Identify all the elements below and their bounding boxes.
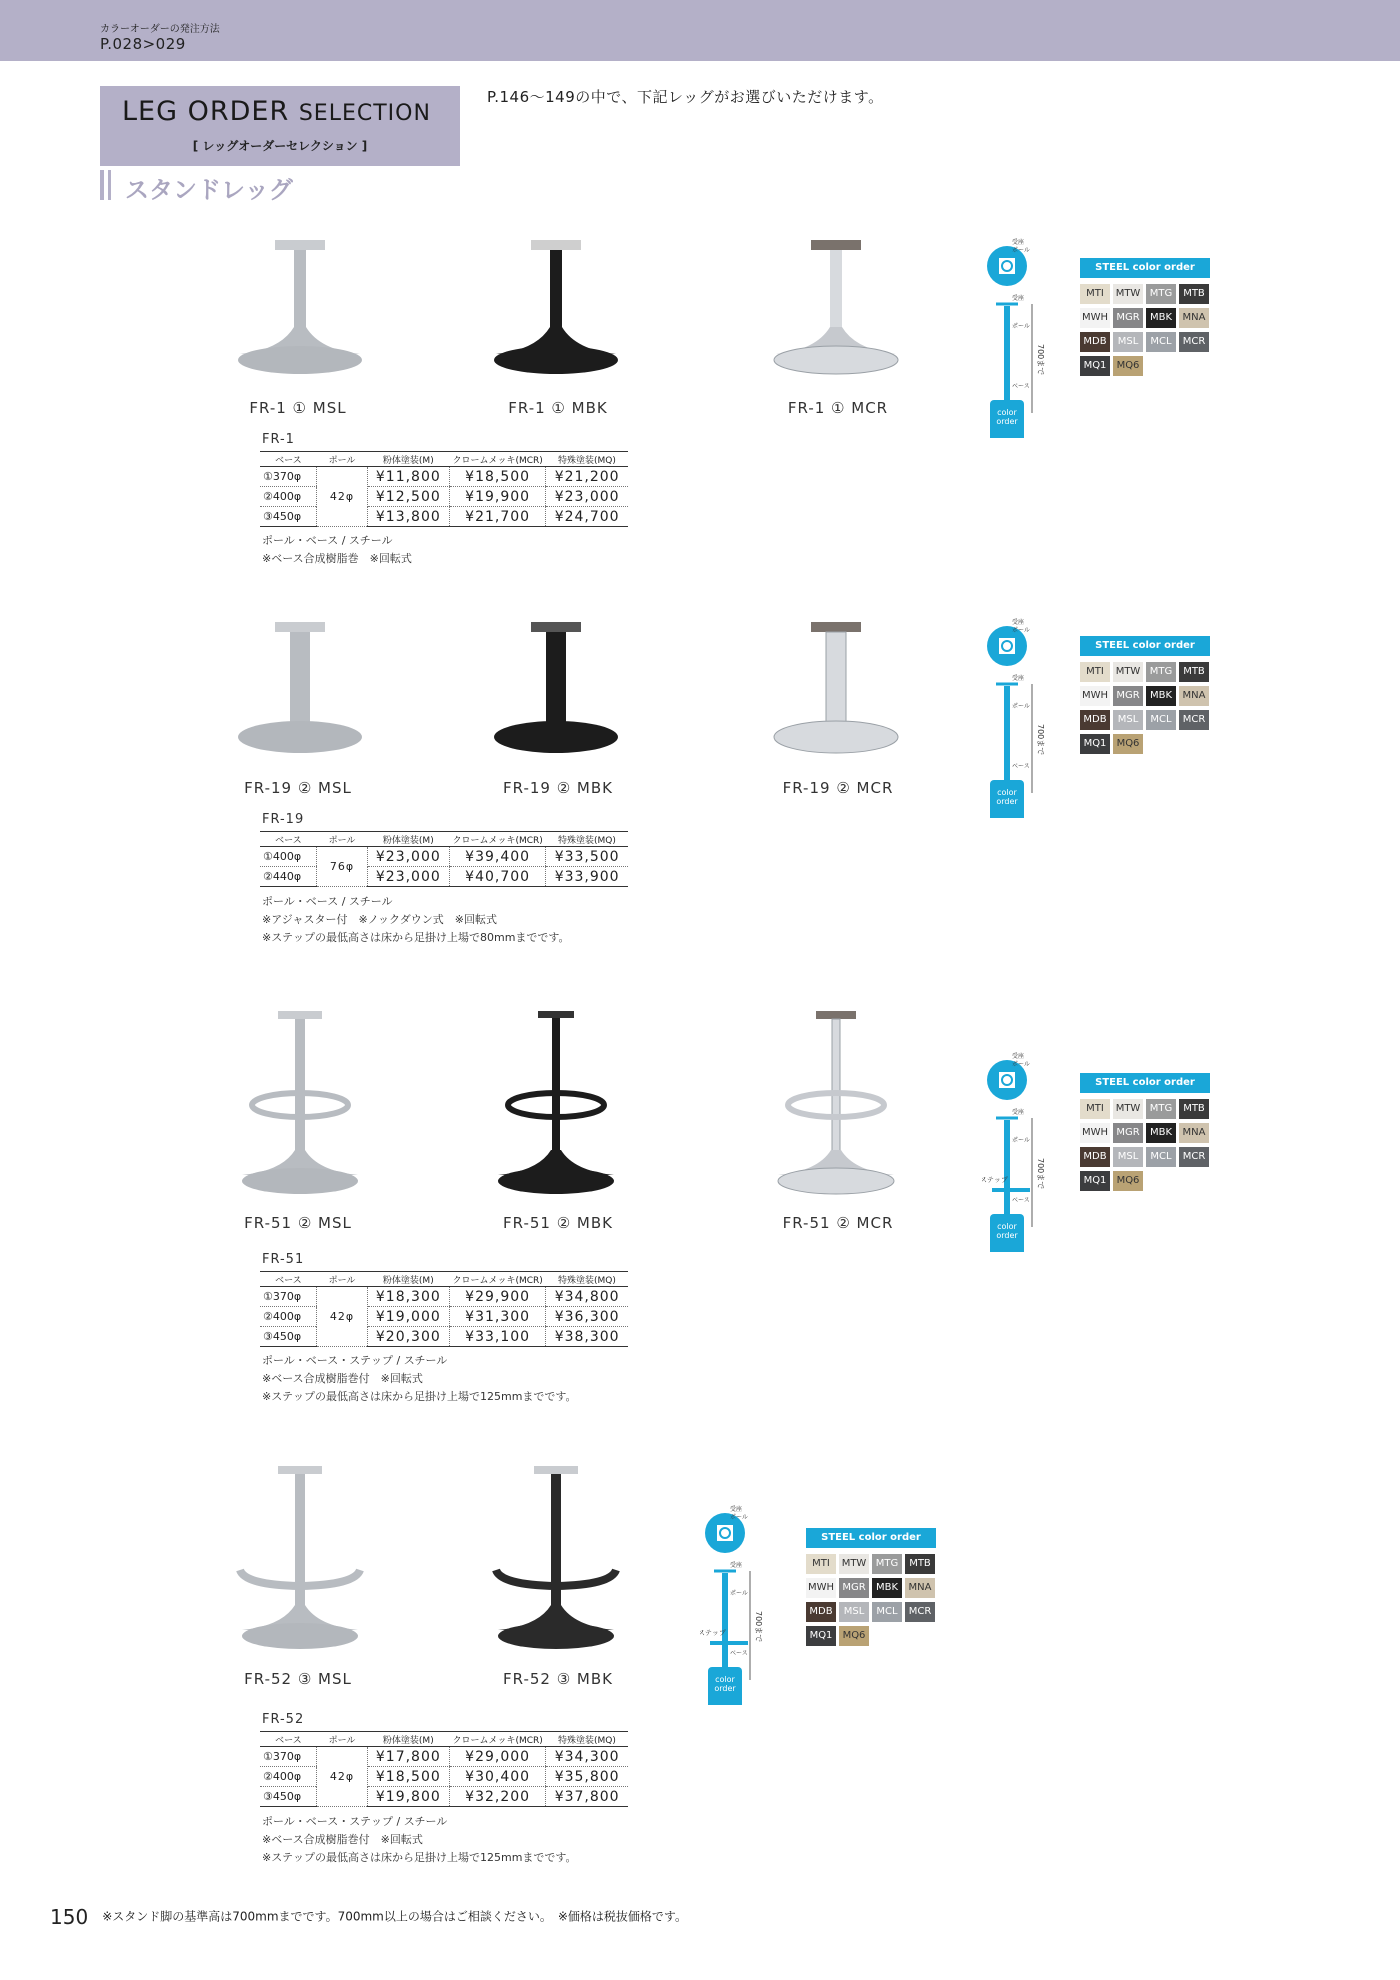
height-label: 700まで: [754, 1611, 763, 1643]
cell-price: ¥11,800: [367, 467, 449, 487]
side-label: ベース: [1012, 763, 1030, 770]
page-subtitle: [ レッグオーダーセレクション ]: [192, 139, 368, 153]
color-swatch-mtw: MTW: [1113, 662, 1143, 682]
cell-pole: 42φ: [317, 1287, 367, 1347]
cell-base: ①370φ: [260, 467, 317, 487]
table-row: [260, 1307, 628, 1327]
color-swatch-mcl: MCL: [1146, 710, 1176, 730]
notes: [262, 893, 570, 947]
color-swatch-msl: MSL: [839, 1602, 869, 1622]
cell-price: ¥38,300: [546, 1327, 628, 1347]
color-swatch-mgr: MGR: [839, 1578, 869, 1598]
notes: [262, 1352, 577, 1406]
top-label: 受座: [1012, 1053, 1025, 1060]
cell-price: ¥13,800: [367, 507, 449, 527]
table-row: [260, 1747, 628, 1767]
color-swatch-mq6: MQ6: [839, 1626, 869, 1646]
color-swatch-mq6: MQ6: [1113, 734, 1143, 754]
color-swatch-mq1: MQ1: [806, 1626, 836, 1646]
color-swatch-mtg: MTG: [1146, 1099, 1176, 1119]
header-base: ベース: [260, 1732, 317, 1747]
color-swatch-msl: MSL: [1113, 332, 1143, 352]
header-mcr: クロームメッキ(MCR): [449, 832, 545, 847]
table-row: [260, 1787, 628, 1807]
cell-price: ¥17,800: [367, 1747, 449, 1767]
color-swatch-mgr: MGR: [1113, 1123, 1143, 1143]
title-box: [100, 86, 460, 166]
section-marker: [100, 170, 104, 200]
top-label: 受座: [1012, 619, 1025, 626]
color-swatch-mti: MTI: [1080, 1099, 1110, 1119]
product-image: [210, 1460, 390, 1660]
price-table: [260, 451, 628, 527]
cell-base: ③450φ: [260, 1787, 317, 1807]
table-name: FR-51: [262, 1252, 305, 1267]
product-image: [466, 232, 646, 382]
header-pole: ポール: [317, 832, 367, 847]
table-name: FR-19: [262, 812, 305, 827]
cell-pole: 42φ: [317, 1747, 367, 1807]
color-swatch-mcr: MCR: [1179, 710, 1209, 730]
page-title: [122, 96, 431, 127]
cell-pole: 76φ: [317, 847, 367, 887]
color-swatch-mtb: MTB: [905, 1554, 935, 1574]
color-swatch-mq1: MQ1: [1080, 734, 1110, 754]
notes: [262, 532, 412, 568]
section-marker-2: [108, 170, 111, 200]
color-swatch-mcl: MCL: [1146, 332, 1176, 352]
swatch-grid: [1080, 1099, 1210, 1191]
product-label: FR-1 ① MCR: [787, 399, 889, 417]
product-label: FR-52 ③ MBK: [503, 1670, 613, 1688]
product-label: FR-19 ② MSL: [244, 779, 352, 797]
color-swatch-mna: MNA: [905, 1578, 935, 1598]
header-pole: ポール: [317, 1272, 367, 1287]
header-m: 粉体塗装(M): [367, 832, 449, 847]
color-order-badge: color order: [990, 1214, 1024, 1248]
table-row: [260, 467, 628, 487]
header-base: ベース: [260, 1272, 317, 1287]
price-table: [260, 831, 628, 887]
note-line: ※ステップの最低高さは床から足掛け上場で125mmまでです。: [262, 1390, 577, 1403]
header-mcr: クロームメッキ(MCR): [449, 1732, 545, 1747]
top-label: ポール: [730, 1514, 748, 1521]
header-mq: 特殊塗装(MQ): [546, 832, 628, 847]
note-line: ※ステップの最低高さは床から足掛け上場で125mmまでです。: [262, 1851, 577, 1864]
cell-base: ③450φ: [260, 1327, 317, 1347]
cell-price: ¥32,200: [449, 1787, 545, 1807]
color-swatch-mbk: MBK: [1146, 1123, 1176, 1143]
leg-fr52-msl: [210, 1460, 390, 1660]
cell-base: ②400φ: [260, 1307, 317, 1327]
leg-fr19-mcr: [746, 612, 926, 762]
note-line: ※ステップの最低高さは床から足掛け上場で80mmまでです。: [262, 931, 570, 944]
step-label: ステップ: [700, 1629, 726, 1637]
note-line: ポール・ベース / スチール: [262, 534, 393, 547]
color-swatch-mdb: MDB: [1080, 332, 1110, 352]
top-bar: [0, 0, 1400, 61]
product-image: [210, 232, 390, 382]
color-order-header: STEEL color order: [1080, 636, 1210, 656]
color-swatch-mbk: MBK: [1146, 686, 1176, 706]
cell-price: ¥36,300: [546, 1307, 628, 1327]
leg-fr52-mbk: [466, 1460, 646, 1660]
steel-color-order: [1080, 1073, 1210, 1191]
color-swatch-mna: MNA: [1179, 308, 1209, 328]
header-m: 粉体塗装(M): [367, 452, 449, 467]
color-swatch-mna: MNA: [1179, 1123, 1209, 1143]
cell-price: ¥29,000: [449, 1747, 545, 1767]
product-image: [466, 612, 646, 762]
cell-price: ¥18,500: [367, 1767, 449, 1787]
table-name: FR-1: [262, 432, 295, 447]
cell-base: ②400φ: [260, 1767, 317, 1787]
color-swatch-mbk: MBK: [1146, 308, 1176, 328]
note-line: ※ベース合成樹脂巻付 ※回転式: [262, 1372, 423, 1385]
top-label: 受座: [730, 1506, 743, 1513]
color-swatch-mtb: MTB: [1179, 284, 1209, 304]
product-label: FR-19 ② MCR: [782, 779, 894, 797]
cell-base: ①370φ: [260, 1287, 317, 1307]
swatch-grid: [1080, 284, 1210, 376]
height-label: 700まで: [1036, 344, 1045, 376]
note-line: ポール・ベース / スチール: [262, 895, 393, 908]
color-swatch-mna: MNA: [1179, 686, 1209, 706]
header-mcr: クロームメッキ(MCR): [449, 452, 545, 467]
table-row: [260, 487, 628, 507]
breadcrumb: カラーオーダーの発注方法: [100, 24, 220, 35]
color-swatch-mtw: MTW: [1113, 284, 1143, 304]
cell-price: ¥35,800: [546, 1767, 628, 1787]
product-image: [466, 1005, 646, 1205]
side-label: ポール: [730, 1590, 748, 1597]
color-order-header: STEEL color order: [1080, 258, 1210, 278]
color-swatch-mcl: MCL: [1146, 1147, 1176, 1167]
leg-fr1-msl: [210, 232, 390, 382]
color-swatch-mtw: MTW: [839, 1554, 869, 1574]
steel-color-order: [806, 1528, 936, 1646]
color-swatch-msl: MSL: [1113, 710, 1143, 730]
leg-fr51-mcr: [746, 1005, 926, 1205]
product-image: [746, 612, 926, 762]
product-image: [466, 1460, 646, 1660]
color-swatch-mtw: MTW: [1113, 1099, 1143, 1119]
side-label: 受座: [730, 1562, 743, 1569]
header-mq: 特殊塗装(MQ): [546, 1732, 628, 1747]
color-swatch-mq6: MQ6: [1113, 356, 1143, 376]
color-order-header: STEEL color order: [806, 1528, 936, 1548]
color-swatch-mwh: MWH: [1080, 686, 1110, 706]
cell-price: ¥30,400: [449, 1767, 545, 1787]
color-swatch-mtb: MTB: [1179, 662, 1209, 682]
color-order-badge: color order: [708, 1667, 742, 1701]
steel-color-order: [1080, 258, 1210, 376]
cell-price: ¥23,000: [546, 487, 628, 507]
swatch-grid: [806, 1554, 936, 1646]
leg-fr1-mbk: [466, 232, 646, 382]
section-title: スタンドレッグ: [125, 176, 293, 204]
intro-text: P.146〜149の中で、下記レッグがお選びいただけます。: [487, 88, 884, 106]
color-swatch-mwh: MWH: [806, 1578, 836, 1598]
cell-price: ¥19,900: [449, 487, 545, 507]
cell-price: ¥21,700: [449, 507, 545, 527]
product-label: FR-51 ② MSL: [244, 1214, 352, 1232]
color-swatch-mtg: MTG: [1146, 284, 1176, 304]
price-table: [260, 1271, 628, 1347]
cell-price: ¥20,300: [367, 1327, 449, 1347]
color-swatch-mq1: MQ1: [1080, 1171, 1110, 1191]
side-label: 受座: [1012, 675, 1025, 682]
cell-price: ¥40,700: [449, 867, 545, 887]
product-label: FR-19 ② MBK: [503, 779, 613, 797]
leg-fr19-mbk: [466, 612, 646, 762]
cell-price: ¥31,300: [449, 1307, 545, 1327]
cell-price: ¥18,300: [367, 1287, 449, 1307]
swatch-grid: [1080, 662, 1210, 754]
product-label: FR-51 ② MCR: [782, 1214, 894, 1232]
header-mcr: クロームメッキ(MCR): [449, 1272, 545, 1287]
table-name: FR-52: [262, 1712, 305, 1727]
note-line: ※アジャスター付 ※ノックダウン式 ※回転式: [262, 913, 497, 926]
page-title-small: SELECTION: [298, 101, 431, 126]
side-label: 受座: [1012, 295, 1025, 302]
cell-base: ①400φ: [260, 847, 317, 867]
cell-price: ¥19,000: [367, 1307, 449, 1327]
color-swatch-mdb: MDB: [806, 1602, 836, 1622]
cell-price: ¥29,900: [449, 1287, 545, 1307]
product-label: FR-1 ① MSL: [249, 399, 347, 417]
color-swatch-mgr: MGR: [1113, 308, 1143, 328]
side-label: 受座: [1012, 1109, 1025, 1116]
side-label: ポール: [1012, 1137, 1030, 1144]
cell-price: ¥21,200: [546, 467, 628, 487]
note-line: ポール・ベース・ステップ / スチール: [262, 1815, 448, 1828]
color-swatch-mq6: MQ6: [1113, 1171, 1143, 1191]
cell-base: ③450φ: [260, 507, 317, 527]
product-label: FR-1 ① MBK: [508, 399, 608, 417]
cell-price: ¥34,800: [546, 1287, 628, 1307]
cell-price: ¥18,500: [449, 467, 545, 487]
header-pole: ポール: [317, 452, 367, 467]
cell-price: ¥37,800: [546, 1787, 628, 1807]
cell-price: ¥19,800: [367, 1787, 449, 1807]
side-label: ベース: [1012, 383, 1030, 390]
color-swatch-mti: MTI: [1080, 284, 1110, 304]
header-m: 粉体塗装(M): [367, 1272, 449, 1287]
page-number: 150: [50, 1905, 89, 1929]
color-swatch-mdb: MDB: [1080, 710, 1110, 730]
color-swatch-mwh: MWH: [1080, 1123, 1110, 1143]
header-pole: ポール: [317, 1732, 367, 1747]
color-swatch-mcl: MCL: [872, 1602, 902, 1622]
note-line: ※ベース合成樹脂巻付 ※回転式: [262, 1833, 423, 1846]
color-swatch-mtg: MTG: [872, 1554, 902, 1574]
cell-price: ¥39,400: [449, 847, 545, 867]
side-label: ベース: [730, 1650, 748, 1657]
cell-pole: 42φ: [317, 467, 367, 527]
color-swatch-mtg: MTG: [1146, 662, 1176, 682]
cell-price: ¥23,000: [367, 867, 449, 887]
color-swatch-mcr: MCR: [905, 1602, 935, 1622]
header-mq: 特殊塗装(MQ): [546, 452, 628, 467]
note-line: ポール・ベース・ステップ / スチール: [262, 1354, 448, 1367]
product-label: FR-52 ③ MSL: [244, 1670, 352, 1688]
table-row: [260, 1327, 628, 1347]
cell-price: ¥33,100: [449, 1327, 545, 1347]
color-swatch-mti: MTI: [806, 1554, 836, 1574]
side-label: ポール: [1012, 703, 1030, 710]
color-swatch-mbk: MBK: [872, 1578, 902, 1598]
table-row: [260, 847, 628, 867]
table-row: [260, 1287, 628, 1307]
header-base: ベース: [260, 452, 317, 467]
cell-price: ¥23,000: [367, 847, 449, 867]
cell-base: ②400φ: [260, 487, 317, 507]
cell-price: ¥34,300: [546, 1747, 628, 1767]
table-row: [260, 1767, 628, 1787]
footer: [50, 1905, 687, 1929]
step-label: ステップ: [982, 1176, 1008, 1184]
table-row: [260, 507, 628, 527]
product-image: [746, 1005, 926, 1205]
color-swatch-mdb: MDB: [1080, 1147, 1110, 1167]
height-label: 700まで: [1036, 724, 1045, 756]
top-label: ポール: [1012, 1061, 1030, 1068]
product-image: [210, 612, 390, 762]
color-swatch-mtb: MTB: [1179, 1099, 1209, 1119]
top-label: ポール: [1012, 627, 1030, 634]
page-title-main: LEG ORDER: [122, 96, 290, 127]
header-m: 粉体塗装(M): [367, 1732, 449, 1747]
notes: [262, 1813, 577, 1867]
top-label: ポール: [1012, 247, 1030, 254]
table-row: [260, 867, 628, 887]
color-swatch-mq1: MQ1: [1080, 356, 1110, 376]
color-swatch-mcr: MCR: [1179, 332, 1209, 352]
cell-base: ②440φ: [260, 867, 317, 887]
header-base: ベース: [260, 832, 317, 847]
leg-fr1-mcr: [746, 232, 926, 382]
leg-fr51-msl: [210, 1005, 390, 1205]
height-label: 700まで: [1036, 1158, 1045, 1190]
product-image: [210, 1005, 390, 1205]
product-label: FR-51 ② MBK: [503, 1214, 613, 1232]
color-swatch-mwh: MWH: [1080, 308, 1110, 328]
side-label: ベース: [1012, 1197, 1030, 1204]
footer-note: ※スタンド脚の基準高は700mmまでです。700mm以上の場合はご相談ください。 ※価格は税抜価格です。: [102, 1909, 687, 1924]
product-image: [746, 232, 926, 382]
color-order-badge: color order: [990, 400, 1024, 434]
cell-price: ¥33,500: [546, 847, 628, 867]
color-swatch-msl: MSL: [1113, 1147, 1143, 1167]
cell-price: ¥12,500: [367, 487, 449, 507]
side-label: ポール: [1012, 323, 1030, 330]
price-table: [260, 1731, 628, 1807]
color-order-badge: color order: [990, 780, 1024, 814]
page-reference: P.028>029: [100, 35, 186, 53]
leg-fr19-msl: [210, 612, 390, 762]
top-label: 受座: [1012, 239, 1025, 246]
steel-color-order: [1080, 636, 1210, 754]
color-swatch-mgr: MGR: [1113, 686, 1143, 706]
color-order-header: STEEL color order: [1080, 1073, 1210, 1093]
cell-base: ①370φ: [260, 1747, 317, 1767]
color-swatch-mti: MTI: [1080, 662, 1110, 682]
cell-price: ¥24,700: [546, 507, 628, 527]
header-mq: 特殊塗装(MQ): [546, 1272, 628, 1287]
note-line: ※ベース合成樹脂巻 ※回転式: [262, 552, 412, 565]
cell-price: ¥33,900: [546, 867, 628, 887]
leg-fr51-mbk: [466, 1005, 646, 1205]
color-swatch-mcr: MCR: [1179, 1147, 1209, 1167]
